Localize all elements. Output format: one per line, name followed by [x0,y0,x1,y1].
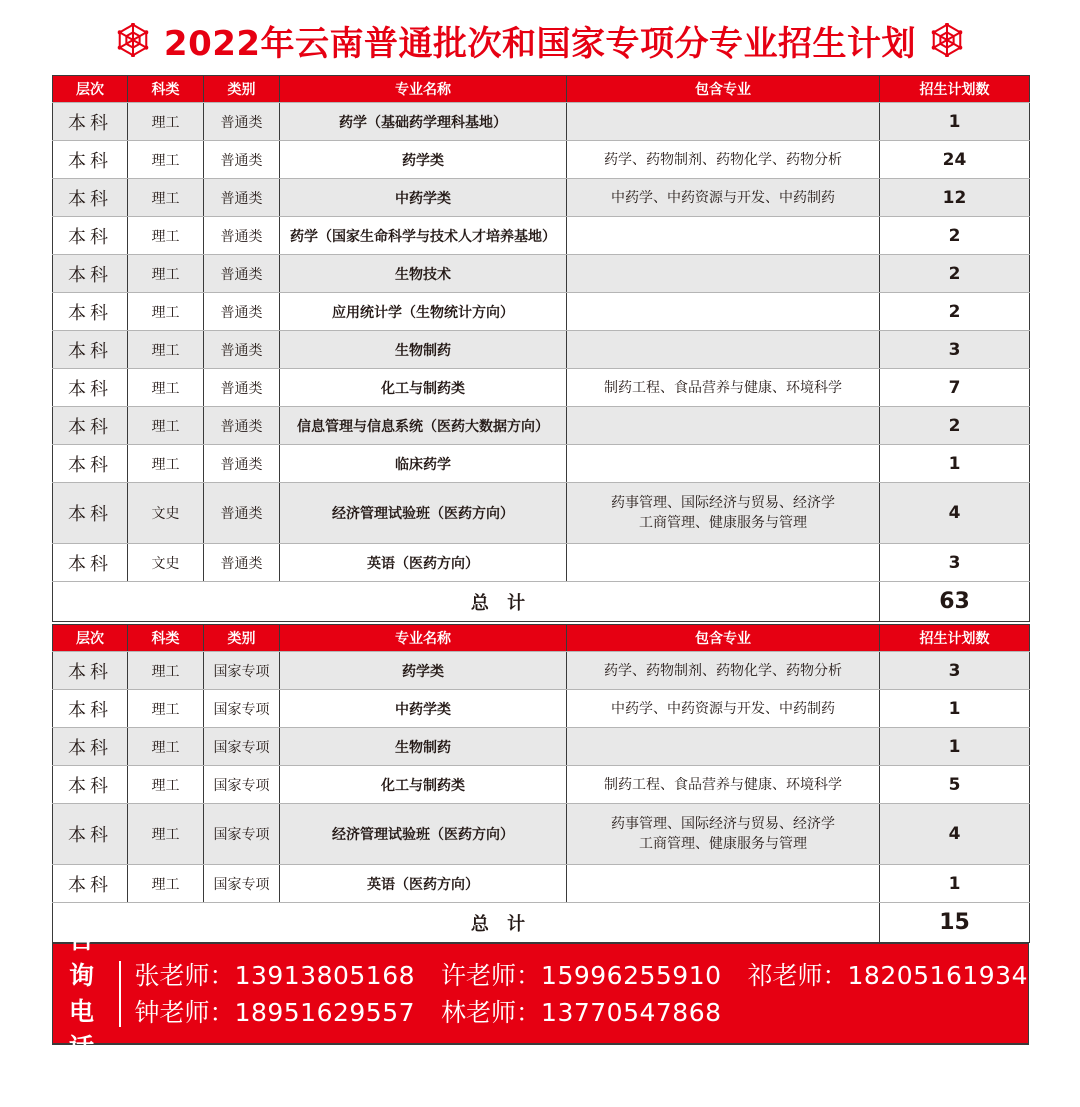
hexagon-flower-logo-icon [930,23,964,57]
cell-major: 化工与制药类 [280,766,567,804]
cell-includes [567,103,880,141]
cell-count: 2 [880,407,1030,445]
cell-subject: 理工 [128,369,204,407]
cell-level: 本科 [53,483,128,544]
cell-level: 本科 [53,255,128,293]
cell-includes [567,766,880,804]
cell-subject: 理工 [128,445,204,483]
column-header-count: 招生计划数 [880,625,1030,652]
cell-type: 国家专项 [204,652,280,690]
column-header-count: 招生计划数 [880,76,1030,103]
column-header-subject: 科类 [128,625,204,652]
cell-level: 本科 [53,804,128,865]
contact-item [441,959,721,992]
cell-count: 1 [880,103,1030,141]
contact-item [441,996,721,1029]
contact-name: 钟老师： [134,997,235,1027]
cell-subject: 理工 [128,179,204,217]
includes-text: 药学、药物制剂、药物化学、药物分析 [604,662,842,679]
cell-count: 24 [880,141,1030,179]
includes-line: 工商管理、健康服务与管理 [639,836,807,852]
cell-level: 本科 [53,407,128,445]
total-label: 总 计 [53,582,880,622]
contact-name: 张老师： [134,960,235,990]
cell-major: 信息管理与信息系统（医药大数据方向） [280,407,567,445]
contact-item [748,959,1028,992]
cell-major: 生物制药 [280,728,567,766]
includes-text: 中药学、中药资源与开发、中药制药 [611,700,835,717]
cell-includes [567,865,880,903]
cell-level: 本科 [53,728,128,766]
cell-count: 2 [880,255,1030,293]
cell-major: 药学类 [280,652,567,690]
cell-includes [567,331,880,369]
cell-type: 国家专项 [204,766,280,804]
cell-count: 2 [880,217,1030,255]
includes-line: 药事管理、国际经济与贸易、经济学 [611,816,835,832]
contact-name: 许老师： [441,960,542,990]
table-row [53,804,1030,865]
cell-type: 普通类 [204,103,280,141]
total-row [53,903,1030,943]
cell-major: 化工与制药类 [280,369,567,407]
cell-subject: 理工 [128,804,204,865]
cell-type: 普通类 [204,369,280,407]
cell-type: 普通类 [204,293,280,331]
hexagon-flower-logo-icon [116,23,150,57]
cell-type: 国家专项 [204,804,280,865]
cell-major: 生物制药 [280,331,567,369]
cell-includes [567,255,880,293]
cell-includes [567,407,880,445]
cell-type: 普通类 [204,407,280,445]
contact-phone: 13770547868 [541,997,722,1027]
cell-type: 普通类 [204,141,280,179]
column-header-level: 层次 [53,625,128,652]
table-row [53,728,1030,766]
contact-list [135,959,1028,1029]
cell-count: 2 [880,293,1030,331]
cell-subject: 文史 [128,544,204,582]
table-row [53,141,1030,179]
cell-includes [567,369,880,407]
column-header-major: 专业名称 [280,625,567,652]
cell-count: 1 [880,445,1030,483]
page-title: 2022年云南普通批次和国家专项分专业招生计划 [163,23,917,64]
cell-count: 3 [880,544,1030,582]
total-row [53,582,1030,622]
cell-subject: 理工 [128,865,204,903]
table-row [53,331,1030,369]
cell-level: 本科 [53,369,128,407]
column-header-subject: 科类 [128,76,204,103]
cell-count: 5 [880,766,1030,804]
cell-count: 3 [880,331,1030,369]
contact-label [53,922,113,1066]
cell-major: 中药学类 [280,179,567,217]
cell-major: 英语（医药方向） [280,544,567,582]
includes-text: 药学、药物制剂、药物化学、药物分析 [604,151,842,168]
cell-type: 国家专项 [204,865,280,903]
includes-text: 制药工程、食品营养与健康、环境科学 [604,379,842,396]
table-row [53,369,1030,407]
contact-name: 祁老师： [747,960,848,990]
table-row [53,179,1030,217]
contact-item [135,996,415,1029]
contact-phone: 18951629557 [234,997,416,1027]
cell-type: 普通类 [204,217,280,255]
cell-subject: 理工 [128,652,204,690]
cell-subject: 理工 [128,690,204,728]
includes-line: 药事管理、国际经济与贸易、经济学 [611,495,835,511]
contact-item [135,959,415,992]
cell-type: 普通类 [204,445,280,483]
column-header-includes: 包含专业 [567,625,880,652]
table-row [53,690,1030,728]
cell-type: 普通类 [204,483,280,544]
cell-major: 应用统计学（生物统计方向） [280,293,567,331]
cell-includes [567,217,880,255]
cell-type: 普通类 [204,544,280,582]
cell-major: 经济管理试验班（医药方向） [280,804,567,865]
cell-level: 本科 [53,690,128,728]
table-header-row [53,625,1030,652]
contact-line-2 [135,996,1028,1029]
cell-level: 本科 [53,544,128,582]
cell-level: 本科 [53,217,128,255]
includes-text: 制药工程、食品营养与健康、环境科学 [604,776,842,793]
cell-level: 本科 [53,445,128,483]
cell-major: 生物技术 [280,255,567,293]
cell-major: 药学类 [280,141,567,179]
cell-type: 普通类 [204,255,280,293]
cell-includes [567,445,880,483]
cell-count: 7 [880,369,1030,407]
contact-line-1 [135,959,1028,992]
cell-level: 本科 [53,103,128,141]
cell-includes [567,179,880,217]
cell-subject: 理工 [128,293,204,331]
table-row [53,766,1030,804]
cell-major: 经济管理试验班（医药方向） [280,483,567,544]
cell-count: 1 [880,690,1030,728]
includes-text: 中药学、中药资源与开发、中药制药 [611,189,835,206]
cell-subject: 理工 [128,103,204,141]
cell-level: 本科 [53,293,128,331]
column-header-includes: 包含专业 [567,76,880,103]
cell-major: 临床药学 [280,445,567,483]
includes-line: 工商管理、健康服务与管理 [639,515,807,531]
cell-level: 本科 [53,766,128,804]
cell-count: 3 [880,652,1030,690]
column-header-type: 类别 [204,76,280,103]
contact-label-line2: 电话 [69,996,98,1062]
cell-includes [567,483,880,544]
cell-subject: 理工 [128,255,204,293]
column-header-major: 专业名称 [280,76,567,103]
cell-major: 药学（基础药学理科基地） [280,103,567,141]
contact-name: 林老师： [441,997,542,1027]
cell-subject: 理工 [128,728,204,766]
cell-includes [567,728,880,766]
cell-includes [567,544,880,582]
table-row [53,652,1030,690]
column-header-type: 类别 [204,625,280,652]
total-value: 63 [880,582,1030,622]
table-row [53,865,1030,903]
cell-includes [567,141,880,179]
ordinary-batch-table [52,75,1030,622]
table-row [53,217,1030,255]
cell-count: 1 [880,865,1030,903]
national-special-table [52,624,1030,943]
table-row [53,293,1030,331]
cell-count: 12 [880,179,1030,217]
footer-divider [119,961,120,1027]
table-row [53,103,1030,141]
cell-level: 本科 [53,865,128,903]
table-row [53,407,1030,445]
cell-type: 普通类 [204,179,280,217]
cell-subject: 理工 [128,407,204,445]
table-row [53,445,1030,483]
column-header-level: 层次 [53,76,128,103]
cell-count: 4 [880,804,1030,865]
contact-phone: 15996255910 [541,960,722,990]
cell-level: 本科 [53,141,128,179]
table-row [53,544,1030,582]
cell-major: 中药学类 [280,690,567,728]
cell-subject: 理工 [128,766,204,804]
cell-type: 普通类 [204,331,280,369]
cell-level: 本科 [53,179,128,217]
total-value: 15 [880,903,1030,943]
page-header [0,12,1080,68]
table-row [53,255,1030,293]
cell-subject: 理工 [128,141,204,179]
cell-includes [567,690,880,728]
cell-subject: 文史 [128,483,204,544]
cell-count: 1 [880,728,1030,766]
contact-phone: 13913805168 [234,960,416,990]
contact-phone: 18205161934 [847,960,1028,990]
cell-level: 本科 [53,652,128,690]
cell-major: 英语（医药方向） [280,865,567,903]
cell-includes [567,804,880,865]
cell-includes [567,293,880,331]
cell-type: 国家专项 [204,690,280,728]
cell-includes [567,652,880,690]
cell-level: 本科 [53,331,128,369]
cell-subject: 理工 [128,331,204,369]
cell-count: 4 [880,483,1030,544]
cell-type: 国家专项 [204,728,280,766]
total-label: 总 计 [53,903,880,943]
cell-subject: 理工 [128,217,204,255]
contact-label-line1: 咨询 [69,924,98,990]
table-header-row [53,76,1030,103]
table-row [53,483,1030,544]
cell-major: 药学（国家生命科学与技术人才培养基地） [280,217,567,255]
